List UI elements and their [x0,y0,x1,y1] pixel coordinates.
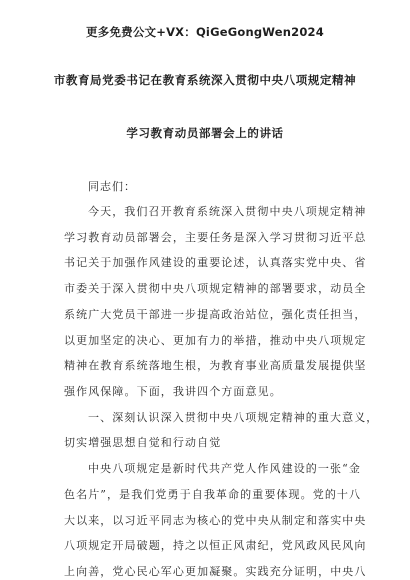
section-heading-line: 切实增强思想自觉和行动自觉 [64,436,222,449]
section-heading-line: 一、深刻认识深入贯彻中央八项规定精神的重大意义， [88,411,379,424]
watermark-header: 更多免费公文+VX：QiGeGongWen2024 [86,25,324,39]
body-line: 大以来，以习近平同志为核心的党中央从制定和落实中央 [64,514,367,527]
body-line: 色名片”，是我们党勇于自我革命的重要体现。党的十八 [64,488,362,501]
document-title-line-1: 市教育局党委书记在教育系统深入贯彻中央八项规定精神 [53,73,357,87]
body-line: 中央八项规定是新时代共产党人作风建设的一张“金 [88,462,361,475]
body-line: 八项规定开局破题，持之以恒正风肃纪，党风政风民风向 [64,539,367,552]
body-line: 以更加坚定的决心、更加有力的举措，推动中央八项规定 [64,334,367,347]
body-line: 市委关于深入贯彻中央八项规定精神的部署要求，动员全 [64,282,367,295]
body-line: 精神在教育系统落地生根，为教育事业高质量发展提供坚 [64,359,367,372]
body-line: 强作风保障。下面，我讲四个方面意见。 [64,385,282,398]
body-line: 系统广大党员干部进一步提高政治站位，强化责任担当， [64,308,367,321]
body-line: 书记关于加强作风建设的重要论述，认真落实党中央、省 [64,256,367,269]
body-line: 上向善，党心民心军心更加凝聚。实践充分证明，中央八 [64,565,367,578]
body-line: 学习教育动员部署会，主要任务是深入学习贯彻习近平总 [64,231,367,244]
salutation: 同志们： [88,180,136,193]
body-line: 今天，我们召开教育系统深入贯彻中央八项规定精神 [88,205,367,218]
document-title-line-2: 学习教育动员部署会上的讲话 [126,126,284,140]
